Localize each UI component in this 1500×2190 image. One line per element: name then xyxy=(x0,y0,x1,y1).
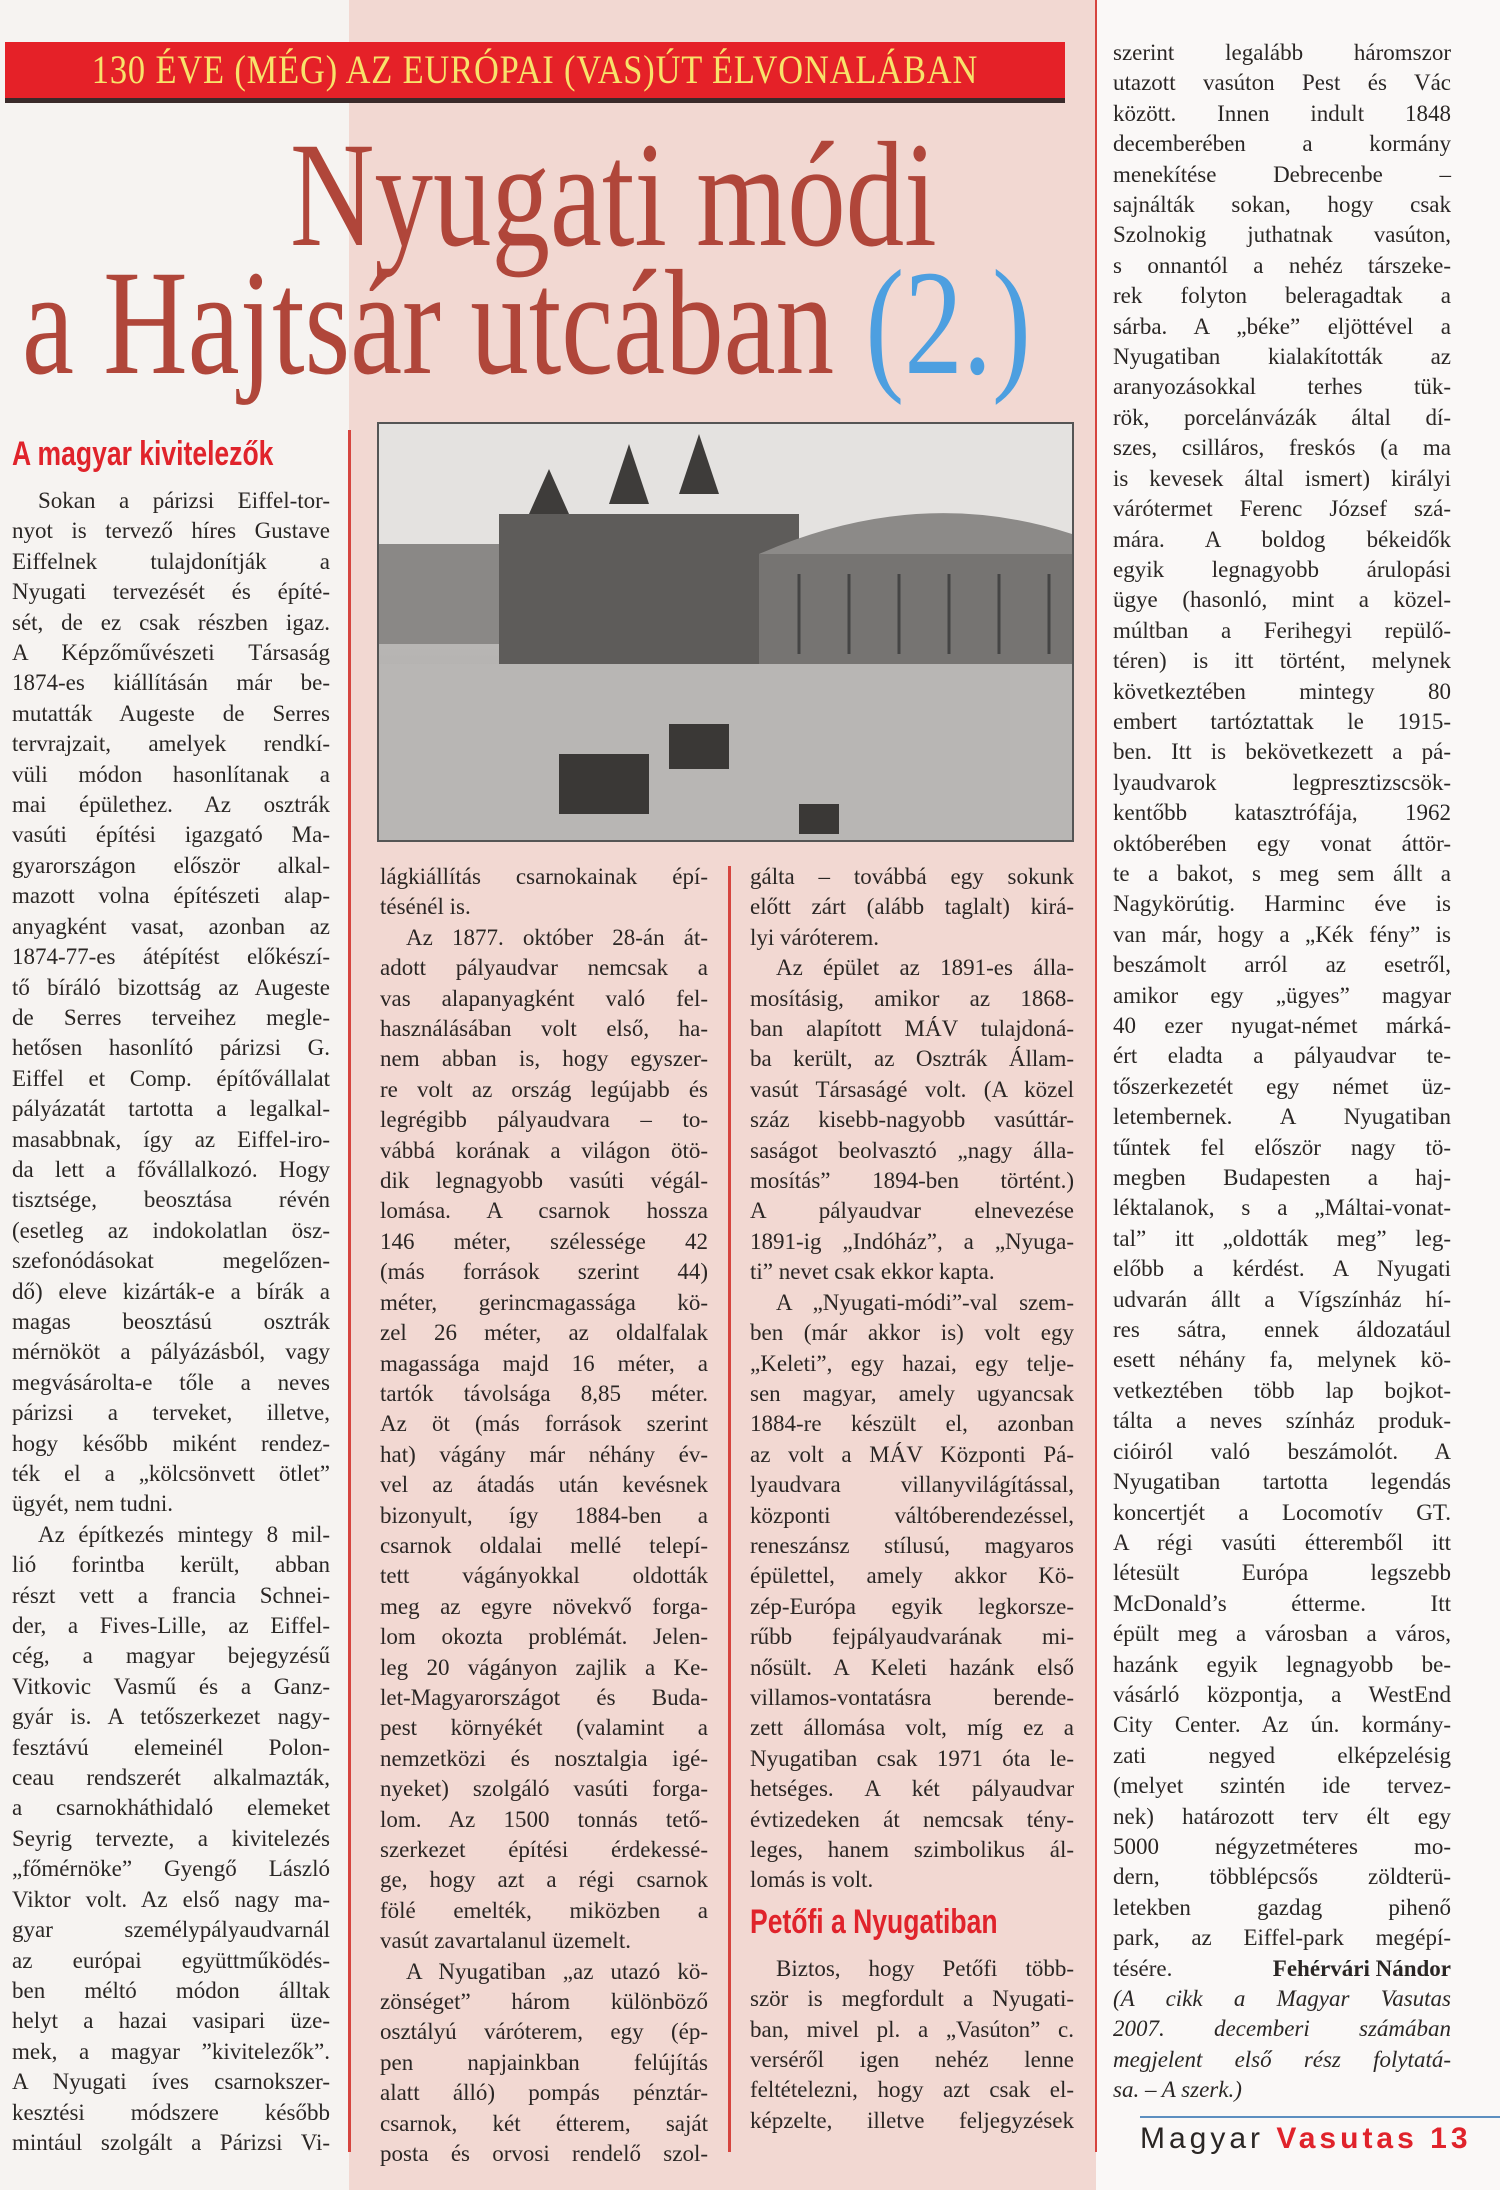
text-line: csarnok, két étterem, saját xyxy=(380,2110,708,2136)
kicker-band xyxy=(5,42,1065,98)
text-line: dő) eleve kizárták-e a bírák a xyxy=(12,1278,330,1304)
text-line: leges, hanem szimbolikus ál- xyxy=(750,1837,1074,1862)
column-1 xyxy=(12,428,330,2158)
text-line: részt vett a francia Schnei- xyxy=(12,1582,330,1608)
paragraph xyxy=(750,1288,1074,1896)
text-line: mintául szolgált a Párizsi Vi- xyxy=(12,2129,330,2155)
text-line: ért eladta a pályaudvar te- xyxy=(1113,1043,1451,1069)
text-line: szefonódásokat megelőzen- xyxy=(12,1248,330,1274)
text-line: tervrajzait, amelyek rendkí- xyxy=(12,731,330,757)
text-line: magassága majd 16 méter, a xyxy=(380,1350,708,1376)
text-line: Az épület az 1891-es álla- xyxy=(776,955,1074,981)
text-line: mérnököt a pályázásból, vagy xyxy=(12,1339,330,1365)
article-title-text: a Hajtsár utcában xyxy=(22,240,835,406)
text-line: tőszerkezetét egy német üz- xyxy=(1113,1073,1451,1099)
text-line: reneszánsz stílusú, magyaros xyxy=(750,1532,1074,1558)
text-line: szerkezet építési érdekessé- xyxy=(380,1837,708,1862)
text-line: masabbnak, így az Eiffel-iro- xyxy=(12,1126,330,1152)
text-line: Nyugati tervezését és építé- xyxy=(12,579,330,605)
text-line: múltban a Ferihegyi repülő- xyxy=(1113,617,1451,643)
text-line: megjelent első rész folytatá- xyxy=(1113,2046,1451,2072)
text-line: sajnálták sokan, hogy csak xyxy=(1113,192,1451,218)
text-line: Nyugatiban csak 1971 óta le- xyxy=(750,1745,1074,1771)
text-line: vas alapanyagként való fel- xyxy=(380,985,708,1011)
text-line: vasúti építési igazgató Ma- xyxy=(12,822,330,848)
text-line: 1874-77-es átépítést előkészí- xyxy=(12,944,330,970)
text-line: Nyugatiban tartotta legendás xyxy=(1113,1469,1451,1495)
text-line: A régi vasúti étteremből itt xyxy=(1113,1529,1451,1555)
text-line: te a bakot, s meg sem állt a xyxy=(1113,860,1451,886)
text-line: posta és orvosi rendelő szol- xyxy=(380,2141,708,2167)
text-line: ben (már akkor is) volt egy xyxy=(750,1320,1074,1346)
text-line: (melyet szintén ide tervez- xyxy=(1113,1773,1451,1799)
text-line: lom. Az 1500 tonnás tető- xyxy=(380,1806,708,1832)
text-line: az európai együttműködés- xyxy=(12,1947,330,1973)
text-line: az volt a MÁV Központi Pá- xyxy=(750,1441,1074,1467)
text-line: létesült Európa legszebb xyxy=(1113,1560,1451,1586)
text-line: Biztos, hogy Petőfi több- xyxy=(776,1955,1074,1981)
text-line: lágkiállítás csarnokainak épí- xyxy=(380,864,708,889)
text-line: ször is megfordult a Nyugati- xyxy=(750,1986,1074,2012)
text-line: 40 ezer nyugat-német márká- xyxy=(1113,1013,1451,1038)
text-line: ba került, az Osztrák Állam- xyxy=(750,1046,1074,1072)
text-line: téren) is itt történt, melynek xyxy=(1113,648,1451,674)
text-line: amikor egy „ügyes” magyar xyxy=(1113,982,1451,1008)
text-line: szerint legalább háromszor xyxy=(1113,40,1451,65)
text-line: épült meg a városban a város, xyxy=(1113,1621,1451,1647)
text-line: osztályú váróterem, egy (ép- xyxy=(380,2019,708,2045)
text-line: kentőbb katasztrófája, 1962 xyxy=(1113,800,1451,826)
text-line: zel 26 méter, az oldalfalak xyxy=(380,1320,708,1346)
text-line: udvarán állt a Vígszínház hí- xyxy=(1113,1286,1451,1312)
text-line: lió forintba került, abban xyxy=(12,1552,330,1578)
text-line: évtizedeken át nemcsak tény- xyxy=(750,1806,1074,1832)
text-line: mek, a magyar ”kivitelezők”. xyxy=(12,2038,330,2064)
text-line: tésénél is. xyxy=(380,894,471,920)
text-line: feltételezni, hogy azt csak el- xyxy=(750,2077,1074,2103)
text-line: Viktor volt. Az első nagy ma- xyxy=(12,1886,330,1912)
text-line: A pályaudvar elnevezése xyxy=(750,1198,1074,1224)
text-line: várótermet Ferenc József szá- xyxy=(1113,496,1451,522)
text-line: pen napjainkban felújítás xyxy=(380,2049,708,2075)
part-number: (2.) xyxy=(865,240,1031,406)
text-line: 5000 négyzetméteres mo- xyxy=(1113,1833,1451,1859)
paragraph xyxy=(12,486,330,1520)
text-line: zati negyed elképzelésig xyxy=(1113,1742,1451,1768)
text-line: rűbb fejpályaudvarának mi- xyxy=(750,1624,1074,1650)
text-line: következtében mintegy 80 xyxy=(1113,678,1451,704)
text-line: ban alapított MÁV tulajdoná- xyxy=(750,1016,1074,1042)
text-line: pest környékét (valamint a xyxy=(380,1715,708,1741)
text-line: adott pályaudvar nemcsak a xyxy=(380,955,708,981)
text-line: A Képzőművészeti Társaság xyxy=(12,640,330,666)
text-line: vasút zavartalanul üzemelt. xyxy=(380,1928,631,1954)
text-line: mazott volna építészeti alap- xyxy=(12,883,330,909)
text-line: megben Budapesten a haj- xyxy=(1113,1165,1451,1191)
text-line: központi váltóberendezéssel, xyxy=(750,1502,1074,1528)
column-rule xyxy=(1095,0,1097,2152)
paragraph xyxy=(12,1520,330,2159)
paragraph xyxy=(750,953,1074,1287)
text-line: lomás is volt. xyxy=(750,1867,874,1893)
paragraph xyxy=(1113,38,1451,1954)
text-line: is kevesek által ismert) királyi xyxy=(1113,465,1451,491)
text-line: nemzetközi és nosztalgia igé- xyxy=(380,1745,708,1771)
text-line: kesztési módszere később xyxy=(12,2099,330,2125)
text-line: van már, hogy a „Kék fény” is xyxy=(1113,921,1451,947)
text-line: ügyét, nem tudni. xyxy=(12,1491,173,1517)
text-line: lyaudvarok legpresztizscsök- xyxy=(1113,769,1451,795)
text-line: mosításig, amikor az 1868- xyxy=(750,985,1074,1011)
text-line: előtt zárt (alább taglalt) kirá- xyxy=(750,894,1074,920)
nyugati-station-illustration xyxy=(379,424,1072,840)
text-line: bizonyult, így 1884-ben a xyxy=(380,1502,708,1528)
text-line: mutatták Augeste de Serres xyxy=(12,700,330,726)
text-line: fesztávú elemeinél Polon- xyxy=(12,1734,330,1760)
text-line: tő bíráló bizottság az Augeste xyxy=(12,974,330,1000)
paragraph xyxy=(380,862,708,923)
text-line: Az építkezés mintegy 8 mil- xyxy=(38,1521,330,1547)
text-line: 1874-es kiállításán már be- xyxy=(12,670,330,696)
text-line: letekben gazdag pihenő xyxy=(1113,1894,1451,1920)
text-line: Szolnokig juthatnak vasúton, xyxy=(1113,222,1451,248)
text-line: de Serres terveihez megle- xyxy=(12,1004,330,1030)
text-line: sét, de ez csak részben igaz. xyxy=(12,609,330,635)
text-line: tisztsége, beosztása révén xyxy=(12,1187,330,1213)
text-line: ték el a „kölcsönvett ötlet” xyxy=(12,1461,330,1486)
text-line: lomása. A csarnok hossza xyxy=(380,1198,708,1224)
footer-rule xyxy=(1140,2116,1500,2118)
text-line: „Keleti”, egy hazai, egy telje- xyxy=(750,1350,1074,1376)
text-line: tűntek fel először nagy tö- xyxy=(1113,1134,1451,1160)
text-line: let-Magyarországot és Buda- xyxy=(380,1684,708,1710)
text-line: sárba. A „béke” eljöttével a xyxy=(1113,313,1451,339)
text-line: da lett a fővállalkozó. Hogy xyxy=(12,1156,330,1182)
text-line: leg 20 vágányon zajlik a Ke- xyxy=(380,1654,708,1680)
text-line: ben. Itt is bekövetkezett a pá- xyxy=(1113,739,1451,765)
text-line: A „Nyugati-módi”-val szem- xyxy=(776,1289,1074,1315)
text-line: saságot beolvasztó „nagy álla- xyxy=(750,1137,1074,1163)
text-line: (más források szerint 44) xyxy=(380,1259,708,1285)
text-line: vásárló központja, a WestEnd xyxy=(1113,1681,1451,1707)
text-line: Vitkovic Vasmű és a Ganz- xyxy=(12,1673,330,1699)
text-line: dik legnagyobb vasúti végál- xyxy=(380,1168,708,1194)
text-line: meg az egyre növekvő forga- xyxy=(380,1593,708,1619)
text-line: előbb a kérdést. A Nyugati xyxy=(1113,1256,1451,1282)
text-line: ceau rendszerét alkalmazták, xyxy=(12,1765,330,1791)
text-line: City Center. Az ún. kormány- xyxy=(1113,1712,1451,1738)
text-line: magas beosztású osztrák xyxy=(12,1308,330,1334)
article-title-line2 xyxy=(22,240,1031,406)
text-line: lyaudvara villanyvilágítással, xyxy=(750,1472,1074,1498)
text-line: gyár is. A tetőszerkezet nagy- xyxy=(12,1704,330,1730)
text-line: alatt álló) pompás pénztár- xyxy=(380,2080,708,2106)
text-line: dern, többlépcsős zöldterü- xyxy=(1113,1864,1451,1890)
text-line: októberében egy vonat áttör- xyxy=(1113,830,1451,856)
text-line: ben méltó módon álltak xyxy=(12,1977,330,2003)
section-heading: A magyar kivitelezők xyxy=(12,435,274,473)
text-line: zép-Európa egyik legkorsze- xyxy=(750,1593,1074,1619)
text-line: cióiról való beszámolót. A xyxy=(1113,1438,1451,1464)
text-line: McDonald’s étterme. Itt xyxy=(1113,1590,1451,1616)
text-line: (esetleg az indokolatlan ösz- xyxy=(12,1217,330,1243)
text-line: vüli módon hasonlítanak a xyxy=(12,761,330,787)
text-line: „főmérnöke” Gyengő László xyxy=(12,1856,330,1882)
text-line: csarnok oldalai mellé telepí- xyxy=(380,1532,708,1558)
text-line: épülettel, amely akkor Kö- xyxy=(750,1563,1074,1589)
author-line xyxy=(1113,1954,1451,1984)
text-line: Eiffel et Comp. építővállalat xyxy=(12,1065,330,1091)
column-rule xyxy=(348,430,351,2152)
magazine-name-part2: Vasutas xyxy=(1276,2122,1418,2155)
page-number: 13 xyxy=(1430,2122,1472,2155)
text-line: pályázatát tartotta a legalkal- xyxy=(12,1096,330,1122)
text-line: Seyrig tervezte, a kivitelezés xyxy=(12,1825,330,1851)
text-line: között. Innen indult 1848 xyxy=(1113,100,1451,126)
text-line: hogy később miként rendez- xyxy=(12,1430,330,1456)
text-line: embert tartóztattak le 1915- xyxy=(1113,708,1451,734)
text-line: villamos-vontatásra berende- xyxy=(750,1684,1074,1710)
text-line: beszámolt arról az esetről, xyxy=(1113,952,1451,978)
text-line: re volt az ország legújabb és xyxy=(380,1076,708,1102)
text-line: hazánk egyik legnagyobb be- xyxy=(1113,1651,1451,1677)
text-line: megvásárolta-e tőle a neves xyxy=(12,1369,330,1395)
text-line: tésére. xyxy=(1113,1955,1173,1981)
text-line: mai épülethez. Az osztrák xyxy=(12,792,330,818)
text-line: legrégibb pályaudvara – to- xyxy=(380,1107,708,1133)
editor-note xyxy=(1113,1984,1451,2106)
paragraph xyxy=(380,1957,708,2170)
kicker-text: 130 ÉVE (MÉG) AZ EURÓPAI (VAS)ÚT ÉLVONALÁBAN xyxy=(91,47,979,92)
text-line: res sátra, ennek áldozatául xyxy=(1113,1317,1451,1343)
text-line: nek) határozott terv élt egy xyxy=(1113,1803,1451,1829)
text-line: nem abban is, hogy egyszer- xyxy=(380,1046,708,1072)
text-line: esett néhány fa, melynek kö- xyxy=(1113,1347,1451,1373)
text-line: mosítás” 1894-ben történt.) xyxy=(750,1168,1074,1194)
column-2 xyxy=(380,862,708,2169)
text-line: Nyugatiban kialakították az xyxy=(1113,344,1451,370)
text-line: száz kisebb-nagyobb vasúttár- xyxy=(750,1107,1074,1133)
text-line: használásában volt első, ha- xyxy=(380,1016,708,1042)
text-line: gálta – továbbá egy sokunk xyxy=(750,864,1074,889)
text-line: letembernek. A Nyugatiban xyxy=(1113,1104,1451,1130)
column-3 xyxy=(750,862,1074,2136)
text-line: mára. A boldog békeidők xyxy=(1113,526,1451,552)
text-line: léktalanok, s a „Máltai-vonat- xyxy=(1113,1195,1451,1221)
section-heading: Petőfi a Nyugatiban xyxy=(750,1902,998,1941)
text-line: A Nyugatiban „az utazó kö- xyxy=(406,1958,708,1984)
column-rule xyxy=(728,866,731,2152)
text-line: egyik legnagyobb árulopási xyxy=(1113,556,1451,582)
text-line: ban, mivel pl. a „Vasúton” c. xyxy=(750,2016,1074,2042)
text-line: vasút Társaságé volt. (A közel xyxy=(750,1076,1074,1102)
text-line: Az 1877. október 28-án át- xyxy=(406,924,708,950)
text-line: Sokan a párizsi Eiffel-tor- xyxy=(38,488,330,513)
text-line: párizsi a terveket, illetve, xyxy=(12,1400,330,1426)
page-footer xyxy=(1140,2122,1472,2156)
text-line: Az öt (más források szerint xyxy=(380,1411,708,1437)
text-line: sa. – A szerk.) xyxy=(1113,2077,1242,2103)
text-line: Nagykörútig. Harminc éve is xyxy=(1113,891,1451,917)
text-line: 2007. decemberi számában xyxy=(1113,2016,1451,2042)
text-line: nyot is tervező híres Gustave xyxy=(12,518,330,544)
text-line: helyt a hazai vasipari üze- xyxy=(12,2008,330,2034)
magazine-name-part1: Magyar xyxy=(1140,2122,1265,2155)
text-line: tálta a neves színház produk- xyxy=(1113,1408,1451,1434)
text-line: aranyozásokkal terhes tük- xyxy=(1113,374,1451,400)
text-line: vetkeztében több lap bojkot- xyxy=(1113,1377,1451,1403)
article-title-line1: Nyugati módi xyxy=(290,112,937,278)
text-line: a csarnokháthidaló elemeket xyxy=(12,1795,330,1821)
text-line: ti” nevet csak ekkor kapta. xyxy=(750,1259,995,1285)
text-line: rek folyton beleragadtak a xyxy=(1113,283,1451,309)
text-line: hetséges. A két pályaudvar xyxy=(750,1776,1074,1802)
text-line: lyi váróterem. xyxy=(750,924,880,950)
text-line: koncertjét a Locomotív GT. xyxy=(1113,1499,1451,1525)
text-line: gyarországon először alkal- xyxy=(12,852,330,878)
text-line: tartók távolsága 8,85 méter. xyxy=(380,1380,708,1406)
author-name: Fehérvári Nándor xyxy=(1272,1955,1451,1981)
text-line: nősült. A Keleti hazánk első xyxy=(750,1654,1074,1680)
text-line: fölé emelték, miközben a xyxy=(380,1897,708,1923)
column-4 xyxy=(1113,38,1451,2106)
text-line: decemberében a kormány xyxy=(1113,131,1451,157)
text-line: tett vágányokkal oldották xyxy=(380,1563,708,1589)
text-line: szes, csilláros, freskós (a ma xyxy=(1113,435,1451,461)
text-line: 1884-re készült el, azonban xyxy=(750,1411,1074,1437)
text-line: nyeket) szolgáló vasúti forga- xyxy=(380,1776,708,1802)
text-line: lom okozta problémát. Jelen- xyxy=(380,1624,708,1650)
paragraph xyxy=(750,1954,1074,2136)
text-line: menekítése Debrecenbe – xyxy=(1113,161,1451,187)
text-line: tal” itt „oldották meg” leg- xyxy=(1113,1225,1451,1251)
text-line: ge, hogy azt a régi csarnok xyxy=(380,1867,708,1893)
text-line: hetősen hasonlító párizsi G. xyxy=(12,1035,330,1061)
text-line: Eiffelnek tulajdonítják a xyxy=(12,548,330,574)
text-line: verséről igen nehéz lenne xyxy=(750,2047,1074,2073)
text-line: (A cikk a Magyar Vasutas xyxy=(1113,1986,1451,2011)
paragraph xyxy=(380,923,708,1957)
text-line: A Nyugati íves csarnokszer- xyxy=(12,2069,330,2095)
text-line: hat) vágány már néhány év- xyxy=(380,1441,708,1467)
text-line: ügye (hasonló, mint a közel- xyxy=(1113,587,1451,613)
text-line: cég, a magyar bejegyzésű xyxy=(12,1643,330,1669)
text-line: vábbá korának a világon ötö- xyxy=(380,1137,708,1163)
text-line: zönséget” három különböző xyxy=(380,1989,708,2015)
text-line: s onnantól a nehéz társzeke- xyxy=(1113,252,1451,278)
text-line: 146 méter, szélessége 42 xyxy=(380,1228,708,1254)
text-line: képzelte, illetve feljegyzések xyxy=(750,2107,1074,2133)
text-line: gyar személypályaudvarnál xyxy=(12,1917,330,1943)
paragraph xyxy=(750,862,1074,953)
text-line: zett állomása volt, míg ez a xyxy=(750,1715,1074,1741)
text-line: der, a Fives-Lille, az Eiffel- xyxy=(12,1613,330,1639)
station-photo xyxy=(377,422,1074,842)
text-line: park, az Eiffel-park megépí- xyxy=(1113,1925,1451,1951)
text-line: rök, porcelánvázák által dí- xyxy=(1113,404,1451,430)
text-line: sen magyar, amely ugyancsak xyxy=(750,1380,1074,1406)
text-line: vel az átadás után kevésnek xyxy=(380,1472,708,1498)
text-line: utazott vasúton Pest és Vác xyxy=(1113,70,1451,96)
text-line: méter, gerincmagassága kö- xyxy=(380,1289,708,1315)
text-line: anyagként vasat, azonban az xyxy=(12,913,330,939)
text-line: 1891-ig „Indóház”, a „Nyuga- xyxy=(750,1228,1074,1254)
